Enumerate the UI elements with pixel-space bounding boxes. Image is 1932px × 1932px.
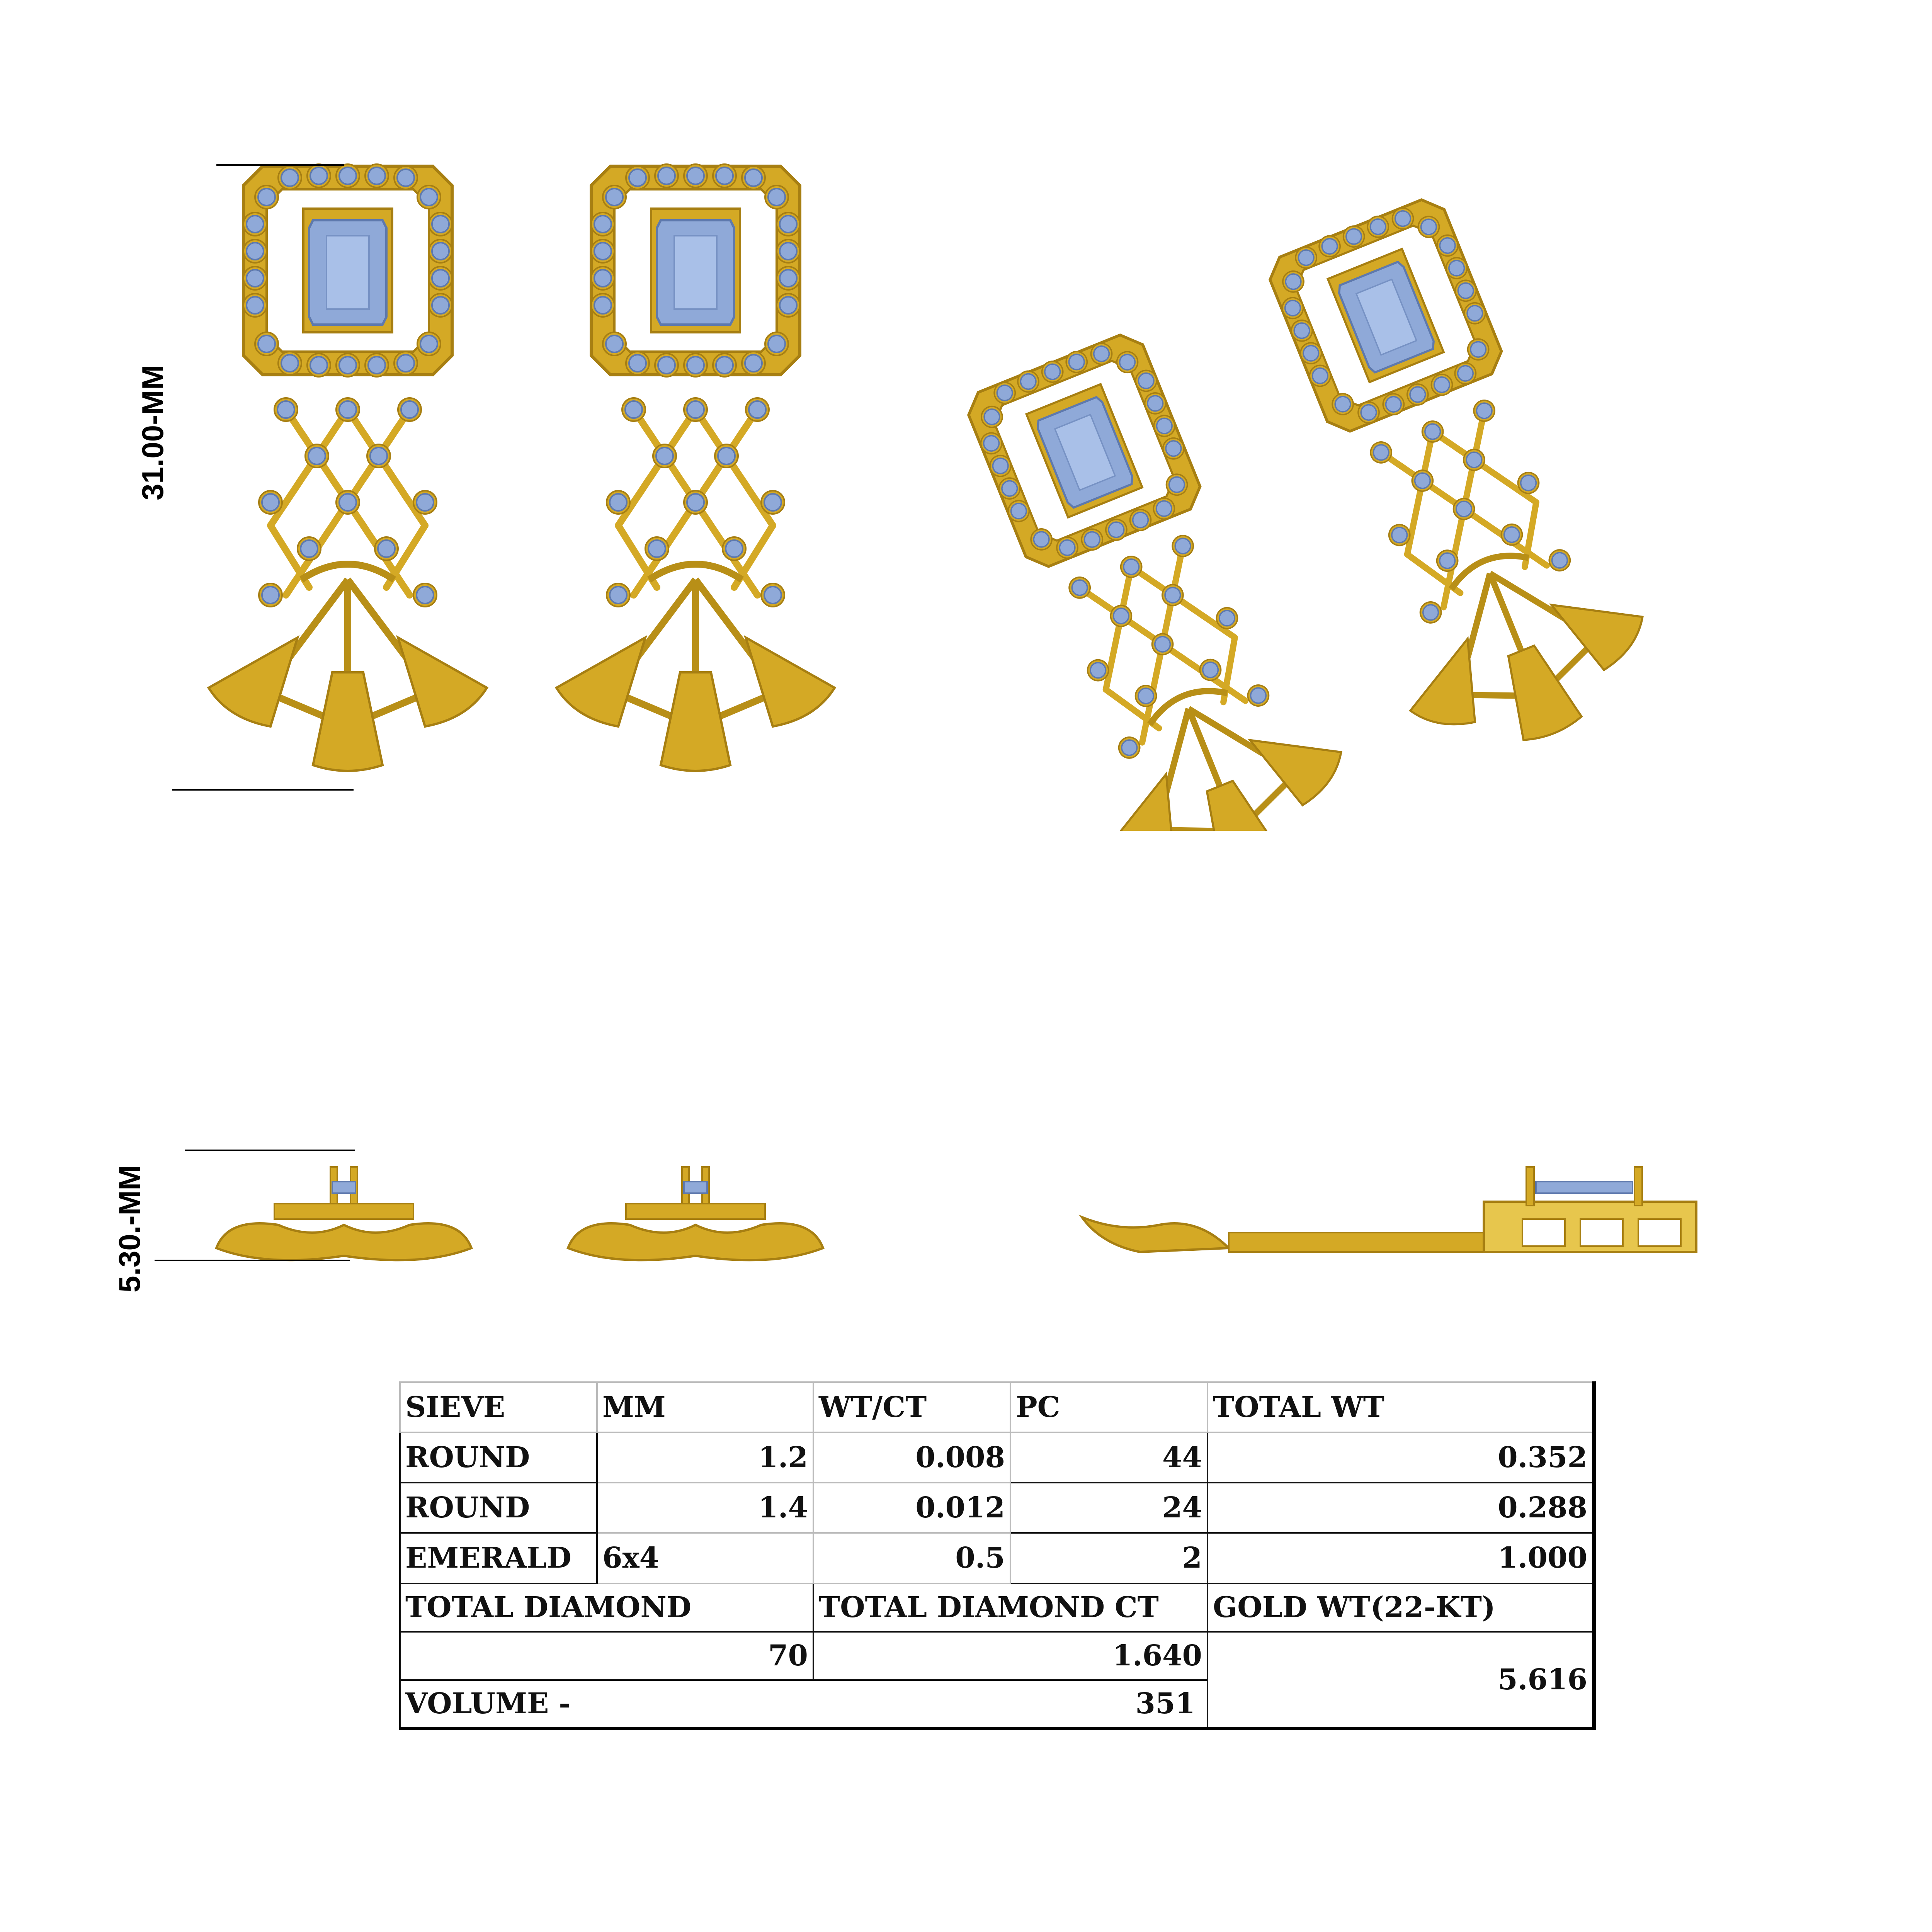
sieve-cell: EMERALD (400, 1533, 597, 1583)
header-total-wt: TOTAL WT (1208, 1382, 1594, 1432)
table-row (400, 1432, 1594, 1483)
volume-cell (400, 1680, 1208, 1728)
mm-cell: 1.2 (597, 1432, 813, 1483)
front-view-right (556, 164, 835, 771)
pc-cell: 24 (1010, 1483, 1208, 1533)
table-row (400, 1483, 1594, 1533)
specification-table (399, 1381, 1596, 1730)
wt-ct-cell: 0.5 (813, 1533, 1010, 1583)
side-view-2 (568, 1167, 823, 1260)
total-wt-cell: 0.288 (1208, 1483, 1594, 1533)
header-mm: MM (597, 1382, 813, 1432)
thickness-line-bottom (155, 1260, 350, 1261)
sieve-cell: ROUND (400, 1432, 597, 1483)
volume-value: 351 (1135, 1687, 1195, 1721)
total-wt-cell: 0.352 (1208, 1432, 1594, 1483)
total-diamond-ct-value: 1.640 (813, 1632, 1208, 1680)
dimension-line-bottom (172, 789, 354, 791)
height-dimension-label: 31.00-MM (136, 364, 170, 500)
dimension-line-top (216, 164, 344, 166)
earring-front-views (0, 0, 1932, 831)
side-view-1 (216, 1167, 471, 1260)
pc-cell: 44 (1010, 1432, 1208, 1483)
header-wt-ct: WT/CT (813, 1382, 1010, 1432)
totals-value-row (400, 1632, 1594, 1680)
pc-cell: 2 (1010, 1533, 1208, 1583)
front-view-left (209, 164, 487, 771)
total-diamond-ct-label: TOTAL DIAMOND CT (813, 1583, 1208, 1632)
table-row (400, 1533, 1594, 1583)
header-pc: PC (1010, 1382, 1208, 1432)
thickness-line-top (185, 1150, 355, 1151)
volume-label: VOLUME - (405, 1687, 571, 1721)
total-diamond-value: 70 (400, 1632, 813, 1680)
mm-cell: 6x4 (597, 1533, 813, 1583)
sieve-cell: ROUND (400, 1483, 597, 1533)
header-sieve: SIEVE (400, 1382, 597, 1432)
totals-label-row (400, 1583, 1594, 1632)
total-diamond-label: TOTAL DIAMOND (400, 1583, 813, 1632)
table-header-row (400, 1382, 1594, 1432)
wt-ct-cell: 0.008 (813, 1432, 1010, 1483)
mm-cell: 1.4 (597, 1483, 813, 1533)
total-wt-cell: 1.000 (1208, 1533, 1594, 1583)
gold-wt-label: GOLD WT(22-KT) (1208, 1583, 1594, 1632)
gold-wt-value: 5.616 (1208, 1632, 1594, 1728)
angled-view-2 (1234, 180, 1670, 780)
angled-view-1 (932, 315, 1369, 831)
earring-side-views (0, 1140, 1932, 1314)
wt-ct-cell: 0.012 (813, 1483, 1010, 1533)
thickness-dimension-label: 5.30.-MM (112, 1165, 146, 1293)
profile-view (1082, 1167, 1696, 1252)
